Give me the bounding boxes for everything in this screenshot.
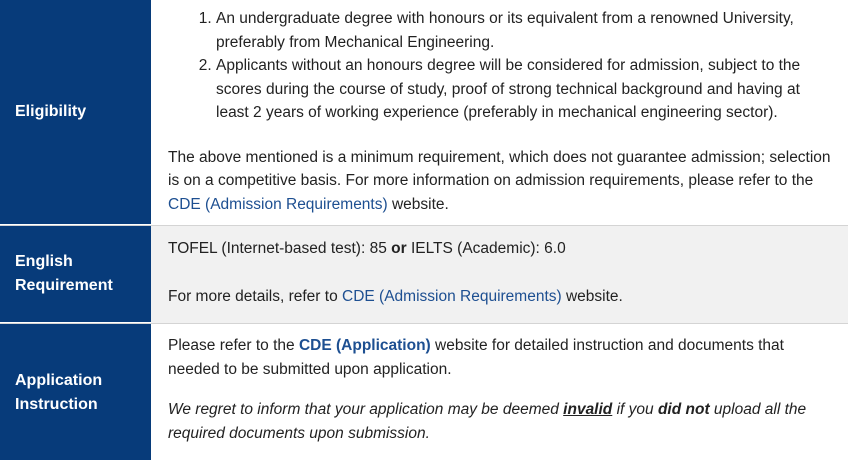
english-requirement-label [15, 250, 113, 298]
invalid-text: invalid [563, 401, 613, 418]
english-requirement-row [0, 226, 848, 324]
warning-text-2: if you [612, 401, 658, 418]
application-label-line2: Instruction [15, 395, 98, 413]
english-details-text [168, 285, 831, 309]
ielts-score: IELTS (Academic): 6.0 [406, 240, 566, 257]
application-text-lead: Please refer to the [168, 337, 299, 354]
english-details-tail: website. [561, 287, 623, 305]
eligibility-item: 1. An undergraduate degree with honours or its equivalent from a renowned University, preferably from Mechanical Engineering. [216, 7, 831, 54]
english-details-lead: For more details, refer to [168, 287, 343, 305]
warning-text-1: We regret to inform that your application may be deemed [168, 401, 564, 418]
eligibility-note [168, 146, 831, 217]
english-score-text [168, 237, 831, 261]
english-requirement-content [151, 226, 848, 323]
toefl-score: TOFEL (Internet-based test): 85 [168, 240, 392, 257]
eligibility-label: Eligibility [15, 103, 87, 120]
eligibility-item: 2. Applicants without an honours degree will be considered for admission, subject to the scores during the course of study, proof of strong technical background and having at least 2 years of working experience (preferably in mechanical engineering sector). [216, 54, 831, 125]
english-requirement-header [0, 226, 151, 323]
application-warning [168, 398, 831, 445]
english-label-line2: Requirement [15, 277, 113, 294]
application-instruction-row [0, 324, 848, 460]
english-label-line1: English [15, 253, 73, 270]
application-text [168, 334, 831, 381]
eligibility-content [151, 0, 848, 225]
did-not-text: did not [657, 401, 710, 418]
application-instruction-header [0, 324, 151, 460]
or-text: or [391, 240, 407, 257]
cde-application-link[interactable]: CDE (Application) [298, 337, 431, 354]
eligibility-note-tail: website. [387, 195, 449, 213]
cde-admission-requirements-link[interactable]: CDE (Admission Requirements) [168, 195, 388, 213]
eligibility-list [168, 7, 831, 125]
application-instruction-label [15, 369, 102, 417]
eligibility-header [0, 0, 151, 225]
warning-text-3: upload all the required documents upon submission. [168, 401, 807, 442]
application-instruction-content [151, 324, 848, 460]
eligibility-row [0, 0, 848, 226]
application-label-line1: Application [15, 371, 103, 389]
application-text-tail: website for detailed instruction and documents that needed to be submitted upon application. [168, 337, 784, 378]
eligibility-note-text: The above mentioned is a minimum requirement, which does not guarantee admission; selection is on a competitive basis. For more information on admission requirements, please refer to the [168, 148, 831, 189]
cde-admission-requirements-link-2[interactable]: CDE (Admission Requirements) [342, 287, 562, 305]
